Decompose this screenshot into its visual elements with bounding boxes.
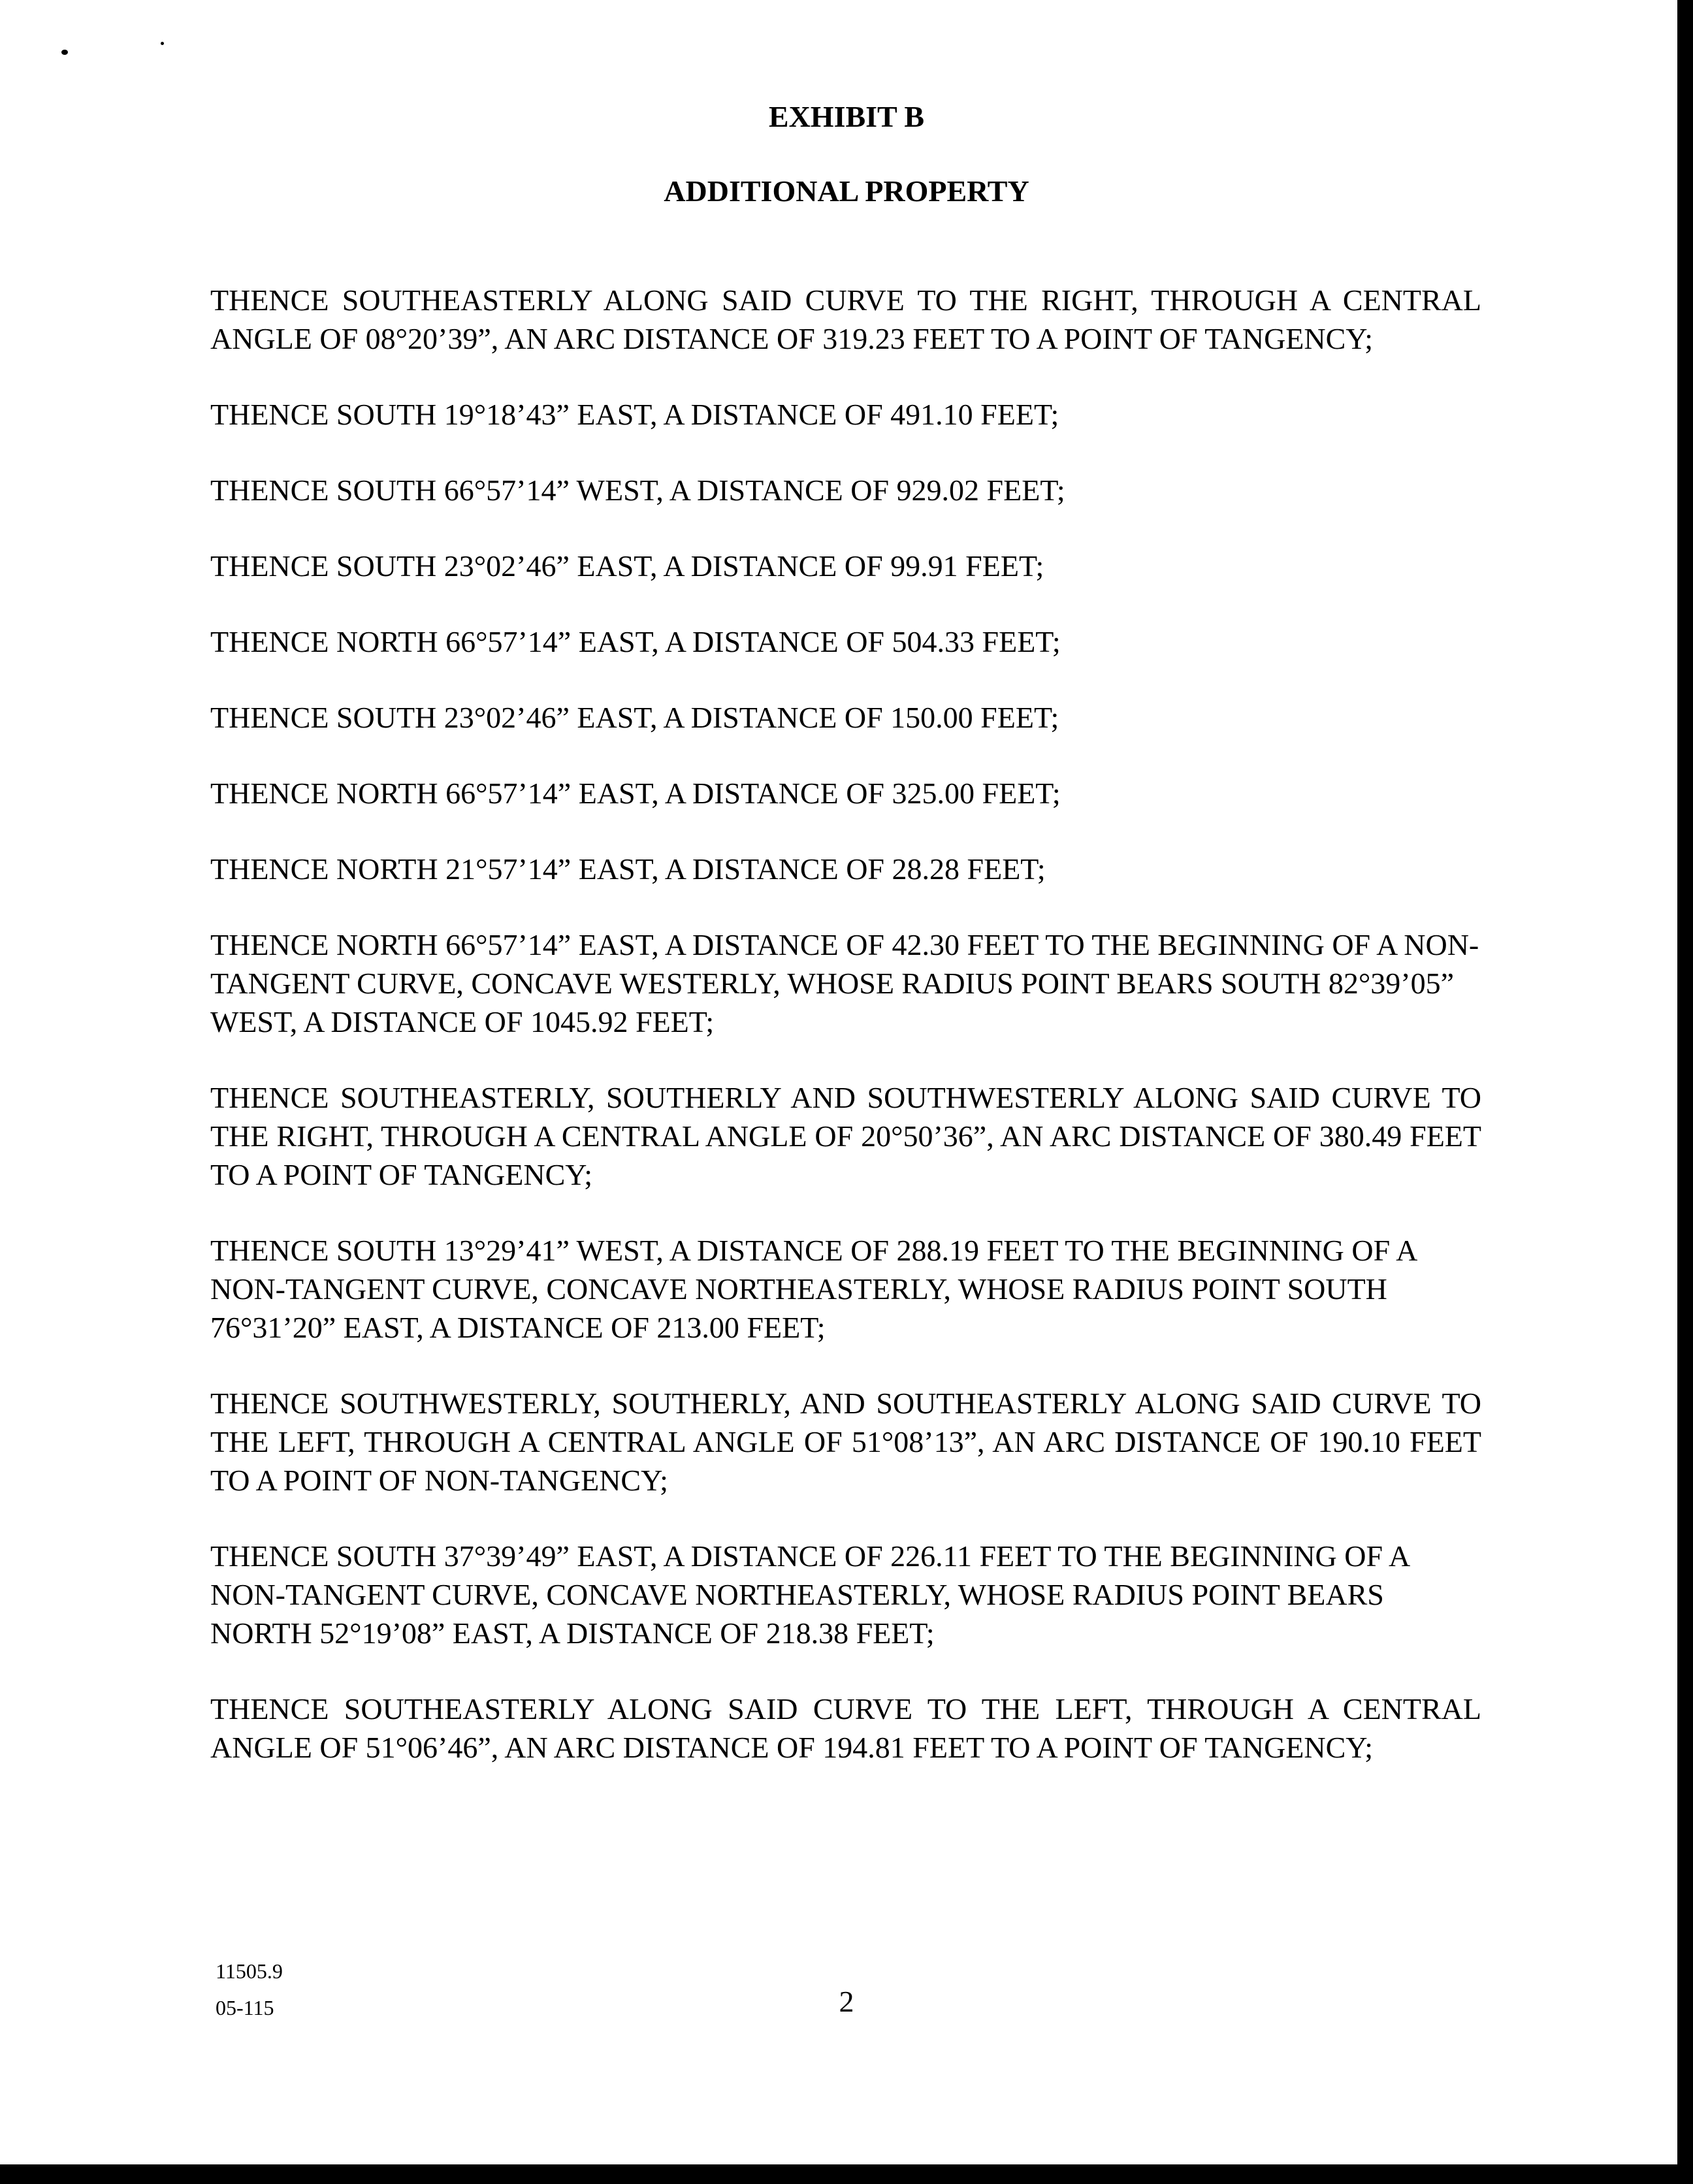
paragraph-10: THENCE SOUTHEASTERLY, SOUTHERLY AND SOUTHWESTERLY ALONG SAID CURVE TO THE RIGHT, THROUGH A CENTRAL ANGLE OF 20°50’36”, AN ARC DISTANCE OF 380.49 FEET TO A POINT OF TANGENCY; (210, 1081, 1481, 1191)
page-number: 2 (839, 1985, 854, 2018)
paragraph-6: THENCE SOUTH 23°02’46” EAST, A DISTANCE OF 150.00 FEET; (210, 701, 1059, 734)
paragraph-2: THENCE SOUTH 19°18’43” EAST, A DISTANCE OF 491.10 FEET; (210, 398, 1059, 431)
exhibit-title: EXHIBIT B (768, 100, 925, 133)
paragraph-4: THENCE SOUTH 23°02’46” EAST, A DISTANCE OF 99.91 FEET; (210, 549, 1044, 583)
paragraph-8: THENCE NORTH 21°57’14” EAST, A DISTANCE OF 28.28 FEET; (210, 852, 1046, 886)
paragraph-13: THENCE SOUTH 37°39’49” EAST, A DISTANCE OF 226.11 FEET TO THE BEGINNING OF A NON-TANGENT CURVE, CONCAVE NORTHEASTERLY, WHOSE RADIUS POINT BEARS NORTH 52°19’08” EAST, A DISTANCE OF 218.38 FEET; (210, 1539, 1409, 1650)
paragraph-5: THENCE NORTH 66°57’14” EAST, A DISTANCE OF 504.33 FEET; (210, 625, 1061, 658)
legal-description-body (210, 281, 1481, 1804)
paragraph-9: THENCE NORTH 66°57’14” EAST, A DISTANCE OF 42.30 FEET TO THE BEGINNING OF A NON-TANGENT CURVE, CONCAVE WESTERLY, WHOSE RADIUS POINT BEARS SOUTH 82°39’05” WEST, A DISTANCE OF 1045.92 FEET; (210, 928, 1479, 1038)
scan-speck (61, 50, 68, 55)
paragraph-11: THENCE SOUTH 13°29’41” WEST, A DISTANCE OF 288.19 FEET TO THE BEGINNING OF A NON-TANGENT CURVE, CONCAVE NORTHEASTERLY, WHOSE RADIUS POINT SOUTH 76°31’20” EAST, A DISTANCE OF 213.00 FEET; (210, 1234, 1416, 1344)
document-code-2: 05-115 (216, 1996, 274, 2019)
paragraph-1: THENCE SOUTHEASTERLY ALONG SAID CURVE TO THE RIGHT, THROUGH A CENTRAL ANGLE OF 08°20’39”, AN ARC DISTANCE OF 319.23 FEET TO A POINT OF TANGENCY; (210, 283, 1481, 355)
section-title: ADDITIONAL PROPERTY (664, 174, 1029, 208)
scan-border-right (1677, 0, 1693, 2184)
scan-speck (161, 42, 164, 45)
paragraph-12: THENCE SOUTHWESTERLY, SOUTHERLY, AND SOUTHEASTERLY ALONG SAID CURVE TO THE LEFT, THROUGH A CENTRAL ANGLE OF 51°08’13”, AN ARC DISTANCE OF 190.10 FEET TO A POINT OF NON-TANGENCY; (210, 1387, 1481, 1497)
paragraph-3: THENCE SOUTH 66°57’14” WEST, A DISTANCE OF 929.02 FEET; (210, 474, 1065, 507)
paragraph-7: THENCE NORTH 66°57’14” EAST, A DISTANCE OF 325.00 FEET; (210, 777, 1061, 810)
paragraph-14: THENCE SOUTHEASTERLY ALONG SAID CURVE TO THE LEFT, THROUGH A CENTRAL ANGLE OF 51°06’46”, AN ARC DISTANCE OF 194.81 FEET TO A POINT OF TANGENCY; (210, 1692, 1481, 1764)
scan-border-bottom (0, 2164, 1693, 2184)
document-code-1: 11505.9 (216, 1959, 283, 1983)
